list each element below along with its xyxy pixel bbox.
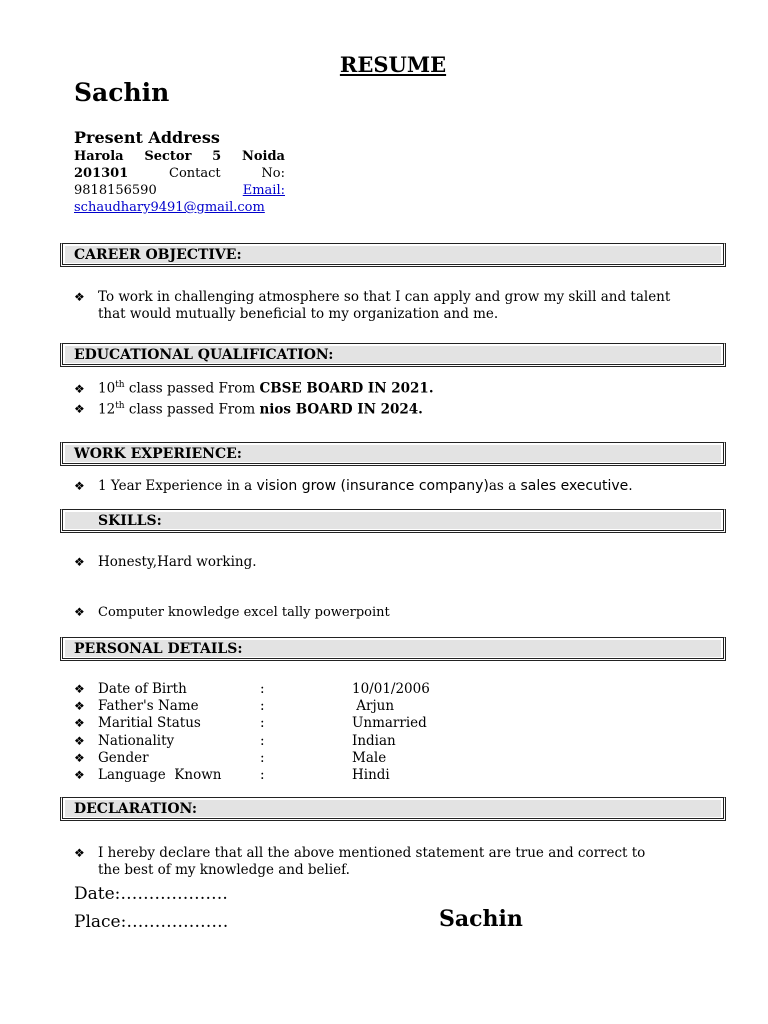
diamond-bullet-icon: ❖ [74, 402, 85, 416]
list-item: ❖ 12th class passed From nios BOARD IN 2024. [74, 400, 423, 417]
personal-details-table [74, 681, 430, 784]
email-label-link[interactable]: Email: [242, 183, 285, 198]
section-personal-details [60, 637, 726, 661]
diamond-bullet-icon: ❖ [74, 733, 85, 748]
address-line-4 [74, 199, 285, 216]
table-row: ❖ Language Known : Hindi [74, 766, 390, 783]
candidate-name: Sachin [74, 78, 170, 107]
diamond-bullet-icon: ❖ [74, 290, 85, 304]
diamond-bullet-icon: ❖ [74, 846, 85, 860]
address-word: Harola [74, 149, 124, 164]
date-line: Date:………………. [74, 884, 228, 904]
signature-name: Sachin [439, 906, 523, 932]
address-line-2 [74, 165, 285, 182]
table-row: ❖ Father's Name : Arjun [74, 698, 395, 715]
diamond-bullet-icon: ❖ [74, 699, 85, 714]
section-title: EDUCATIONAL QUALIFICATION: [74, 347, 334, 363]
career-objective-text [74, 289, 724, 323]
contact-no-label: No: [261, 166, 285, 181]
diamond-bullet-icon: ❖ [74, 605, 85, 619]
phone-number: 9818156590 [74, 183, 157, 198]
section-title: SKILLS: [98, 513, 162, 529]
section-title: WORK EXPERIENCE: [74, 446, 242, 462]
skills-item-1: ❖ Honesty,Hard working. [74, 554, 257, 570]
diamond-bullet-icon: ❖ [74, 682, 85, 696]
resume-title: RESUME [339, 52, 447, 77]
address-block [74, 148, 285, 216]
work-experience-text: ❖ 1 Year Experience in a vision grow (insurance company)as a sales executive. [74, 478, 633, 494]
section-education [60, 343, 726, 367]
diamond-bullet-icon: ❖ [74, 767, 85, 782]
career-line-2: that would mutually beneficial to my organization and me. [98, 306, 499, 322]
table-row: ❖ Nationality : Indian [74, 732, 396, 749]
section-title: PERSONAL DETAILS: [74, 641, 243, 657]
section-career-objective [60, 243, 726, 267]
table-row: ❖ Maritial Status : Unmarried [74, 715, 427, 732]
section-declaration [60, 797, 726, 821]
address-word: Noida [241, 149, 285, 164]
diamond-bullet-icon: ❖ [74, 716, 85, 731]
declaration-text: ❖ I hereby declare that all the above mentioned statement are true and correct to the best of my knowledge and belief. [74, 845, 646, 878]
diamond-bullet-icon: ❖ [74, 555, 85, 569]
list-item: ❖ 10th class passed From CBSE BOARD IN 2021. [74, 380, 434, 397]
address-line-1 [74, 148, 285, 165]
table-row: ❖ Date of Birth : 10/01/2006 [74, 681, 430, 697]
skills-item-2: ❖ Computer knowledge excel tally powerpoint [74, 605, 390, 620]
contact-label: Contact [169, 166, 221, 181]
address-heading: Present Address [74, 128, 220, 147]
pin-code: 201301 [74, 166, 129, 181]
address-line-3 [74, 182, 285, 199]
section-title: DECLARATION: [74, 801, 198, 817]
diamond-bullet-icon: ❖ [74, 750, 85, 765]
diamond-bullet-icon: ❖ [74, 381, 85, 396]
section-work-experience [60, 442, 726, 466]
section-skills [60, 509, 726, 533]
address-word: 5 [212, 149, 222, 164]
table-row: ❖ Gender : Male [74, 749, 387, 766]
diamond-bullet-icon: ❖ [74, 479, 85, 493]
education-list [74, 377, 434, 418]
section-title: CAREER OBJECTIVE: [74, 247, 242, 263]
address-word: Sector [144, 149, 192, 164]
place-line: Place:……………… [74, 912, 229, 932]
career-line-1: To work in challenging atmosphere so that I can apply and grow my skill and talent [98, 289, 671, 305]
email-link[interactable]: schaudhary9491@gmail.com [74, 200, 265, 215]
